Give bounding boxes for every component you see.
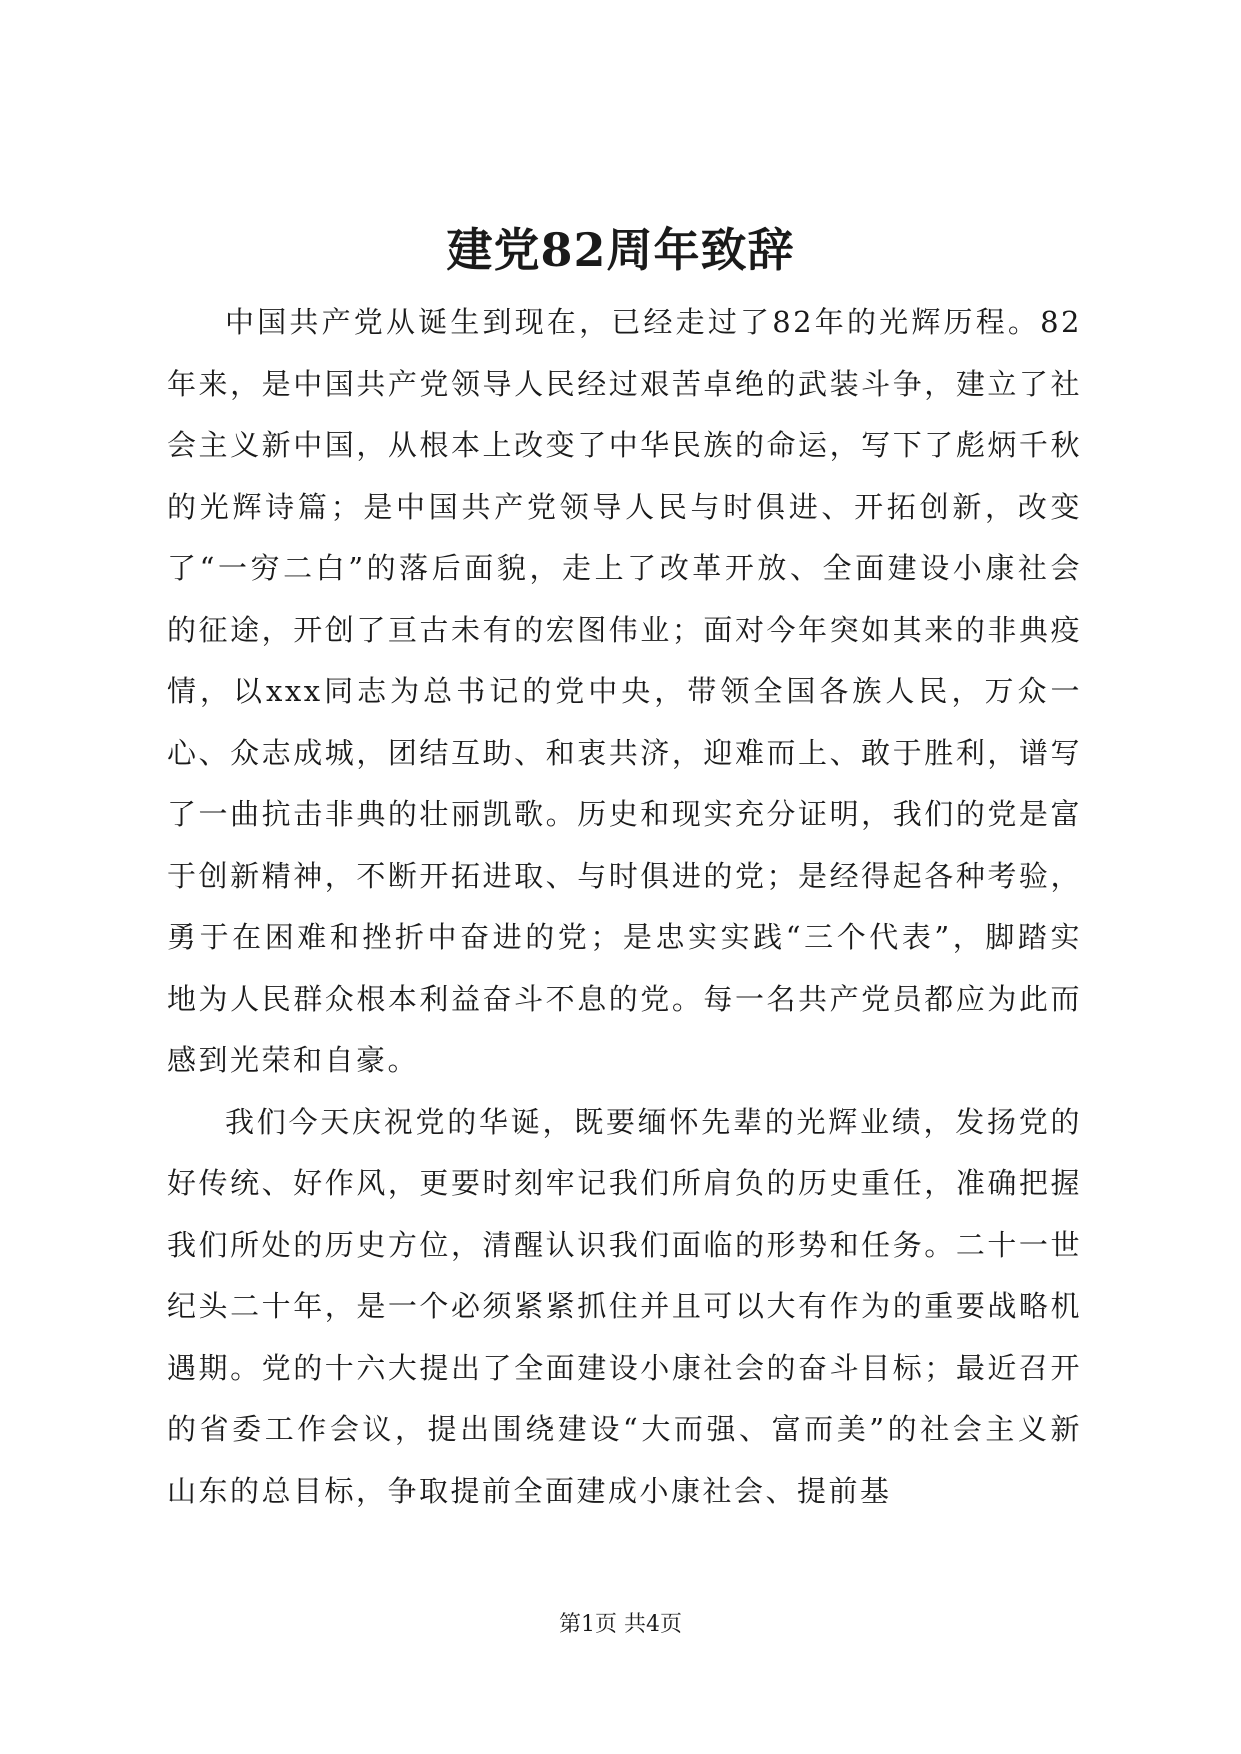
document-title: 建党82周年致辞 — [446, 223, 795, 277]
document-body — [167, 292, 1082, 1522]
paragraph-2: 我们今天庆祝党的华诞，既要缅怀先辈的光辉业绩，发扬党的好传统、好作风，更要时刻牢记我们所肩负的历史重任，准确把握我们所处的历史方位，清醒认识我们面临的形势和任务。二十一世纪头二十年，是一个必须紧紧抓住并且可以大有作为的重要战略机遇期。党的十六大提出了全面建设小康社会的奋斗目标；最近召开的省委工作会议，提出围绕建设“大而强、富而美”的社会主义新山东的总目标，争取提前全面建成小康社会、提前基 — [167, 1104, 1082, 1508]
page-footer: 第1页 共4页 — [559, 1612, 682, 1637]
paragraph-1: 中国共产党从诞生到现在，已经走过了82年的光辉历程。82年来，是中国共产党领导人民经过艰苦卓绝的武装斗争，建立了社会主义新中国，从根本上改变了中华民族的命运，写下了彪炳千秋的光辉诗篇；是中国共产党领导人民与时俱进、开拓创新，改变了“一穷二白”的落后面貌，走上了改革开放、全面建设小康社会的征途，开创了亘古未有的宏图伟业；面对今年突如其来的非典疫情，以xxx同志为总书记的党中央，带领全国各族人民，万众一心、众志成城，团结互助、和衷共济，迎难而上、敢于胜利，谱写了一曲抗击非典的壮丽凯歌。历史和现实充分证明，我们的党是富于创新精神，不断开拓进取、与时俱进的党；是经得起各种考验，勇于在困难和挫折中奋进的党；是忠实实践“三个代表”，脚踏实地为人民群众根本利益奋斗不息的党。每一名共产党员都应为此而感到光荣和自豪。 — [167, 305, 1082, 1077]
